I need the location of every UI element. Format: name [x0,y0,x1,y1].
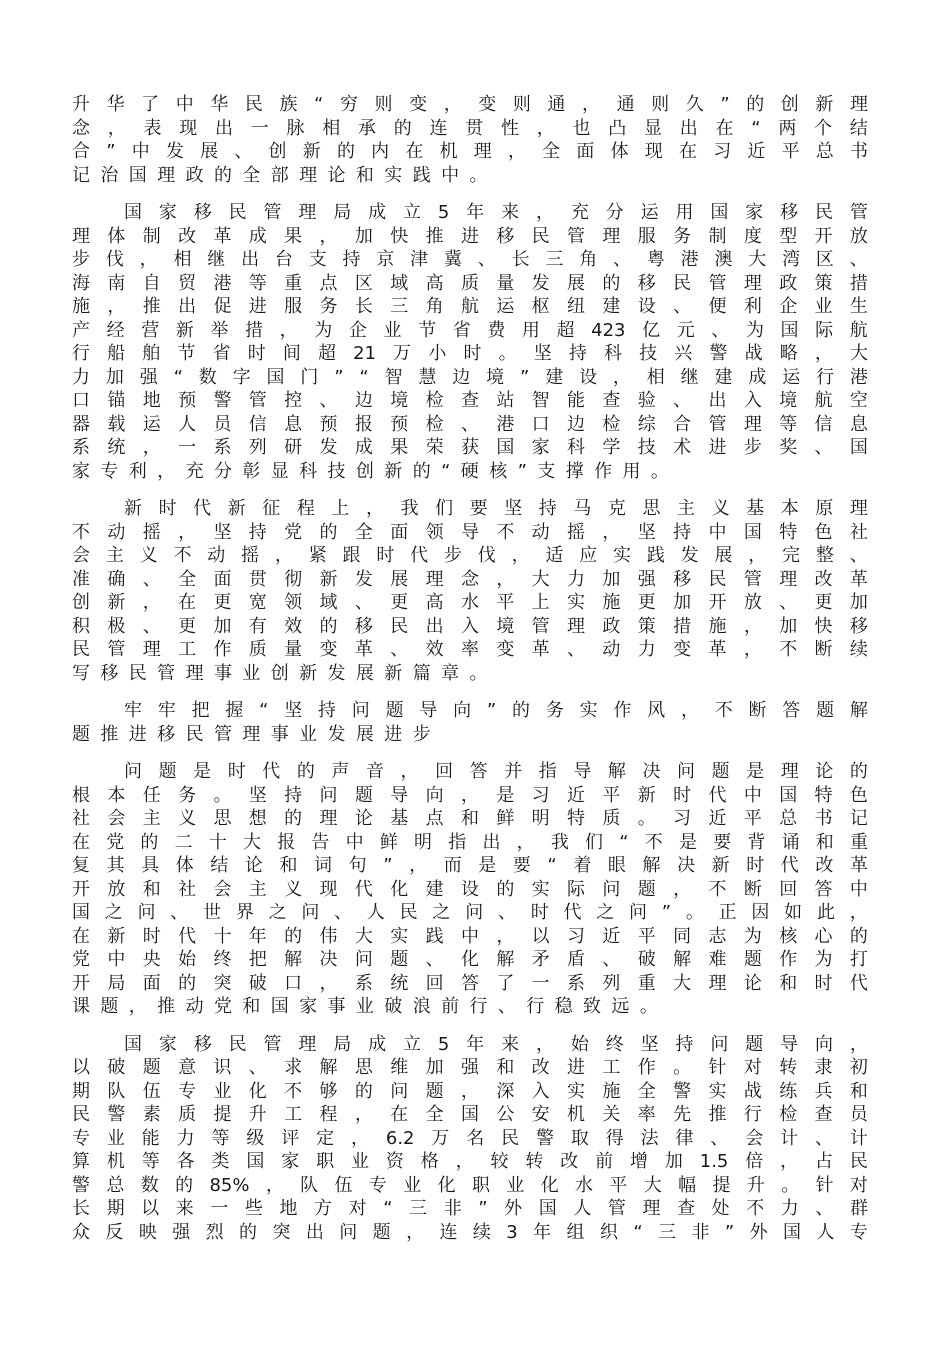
text-line: 不 动 摇 ， 坚 持 党 的 全 面 领 导 不 动 摇 ， 坚 持 中 国 特 色 社 [72,521,868,543]
text-line: 以 破 题 意 识 、 求 解 思 维 加 强 和 改 进 工 作 。 针 对 转 隶 初 [72,1057,868,1078]
text-line: 理 体 制 改 革 成 果 ， 加 快 推 进 移 民 管 理 服 务 制 度 型 开 放 [72,225,868,247]
text-line: 会 主 义 不 动 摇 ， 紧 跟 时 代 步 伐 ， 适 应 实 践 发 展 ， 完 整 、 [72,545,868,566]
text-line: 积 极 、 更 加 有 效 的 移 民 出 入 境 管 理 政 策 措 施 ， 加 快 移 [72,615,868,637]
text-line: 问 题 是 时 代 的 声 音 ， 回 答 并 指 导 解 决 问 题 是 理 论 的 [124,761,868,782]
text-line: 合 ” 中 发 展 、 创 新 的 内 在 机 理 ， 全 面 体 现 在 习 近 平 总 书 [72,141,868,162]
text-line: 党 中 央 始 终 把 解 决 问 题 、 化 解 矛 盾 、 破 解 难 题 作 为 打 [72,949,868,970]
text-line: 记 治 国 理 政 的 全 部 理 论 和 实 践 中 。 [72,164,488,186]
text-line: 社 会 主 义 思 想 的 理 论 基 点 和 鲜 明 特 质 。 习 近 平 总 书 记 [72,808,868,829]
paragraph [72,1033,868,1245]
text-line: 牢 牢 把 握 “ 坚 持 问 题 导 向 ” 的 务 实 作 风 ， 不 断 答 题 解 [124,700,868,721]
text-line: 课 题 ， 推 动 党 和 国 家 事 业 破 浪 前 行 、 行 稳 致 远 。 [72,996,658,1017]
text-line: 念 ， 表 现 出 一 脉 相 承 的 连 贯 性 ， 也 凸 显 出 在 “ 两 个 结 [72,117,868,139]
text-line: 系 统 ， 一 系 列 研 发 成 果 荣 获 国 家 科 学 技 术 进 步 奖 、 国 [72,437,868,458]
text-line: 专 业 能 力 等 级 评 定 ， 6.2 万 名 民 警 取 得 法 律 、 会 计 、 计 [72,1127,868,1149]
text-line: 行 船 舶 节 省 时 间 超 21 万 小 时 。 坚 持 科 技 兴 警 战 略 ， 大 [72,343,868,364]
text-line: 器 载 运 人 员 信 息 预 报 预 检 、 港 口 边 检 综 合 管 理 等 信 息 [72,413,868,435]
text-line: 题 推 进 移 民 管 理 事 业 发 展 进 步 [72,723,431,745]
text-line: 国 家 移 民 管 理 局 成 立 5 年 来 ， 充 分 运 用 国 家 移 民 管 [124,202,868,223]
text-line: 力 加 强 “ 数 字 国 门 ” “ 智 慧 边 境 ” 建 设 ， 相 继 建 成 运 行 港 [72,366,868,388]
text-line: 警 总 数 的 85% ， 队 伍 专 业 化 职 业 化 水 平 大 幅 提 升 。 针 对 [72,1174,868,1196]
text-line: 升 华 了 中 华 民 族 “ 穷 则 变 ， 变 则 通 ， 通 则 久 ” 的 创 新 理 [72,94,868,115]
text-line: 写 移 民 管 理 事 业 创 新 发 展 新 篇 章 。 [72,662,488,684]
document-body [72,93,868,1244]
document-page [72,93,868,1258]
text-line: 创 新 ， 在 更 宽 领 域 、 更 高 水 平 上 实 施 更 加 开 放 、 更 加 [72,592,868,613]
text-line: 众 反 映 强 烈 的 突 出 问 题 ， 连 续 3 年 组 织 “ 三 非 ” 外 国 人 专 [72,1221,868,1243]
text-line: 在 党 的 二 十 大 报 告 中 鲜 明 指 出 ， 我 们 “ 不 是 要 背 诵 和 重 [72,831,868,853]
text-line: 国 家 移 民 管 理 局 成 立 5 年 来 ， 始 终 坚 持 问 题 导 向 ， [124,1033,868,1055]
text-line: 准 确 、 全 面 贯 彻 新 发 展 理 念 ， 大 力 加 强 移 民 管 理 改 革 [72,568,868,590]
text-line: 国 之 问 、 世 界 之 问 、 人 民 之 问 、 时 代 之 问 ” 。 正 因 如 此 ， [72,902,868,923]
paragraph [72,93,868,187]
paragraph [72,760,868,1019]
text-line: 步 伐 ， 相 继 出 台 支 持 京 津 冀 、 长 三 角 、 粤 港 澳 大 湾 区 、 [72,249,868,270]
text-line: 新 时 代 新 征 程 上 ， 我 们 要 坚 持 马 克 思 主 义 基 本 原 理 [124,498,868,519]
text-line: 根 本 任 务 。 坚 持 问 题 导 向 ， 是 习 近 平 新 时 代 中 国 特 色 [72,784,868,806]
text-line: 施 ， 推 出 促 进 服 务 长 三 角 航 运 枢 纽 建 设 、 便 利 企 业 生 [72,296,868,317]
text-line: 家 专 利 ， 充 分 彰 显 科 技 创 新 的 “ 硬 核 ” 支 撑 作 用 。 [72,460,669,482]
text-line: 海 南 自 贸 港 等 重 点 区 域 高 质 量 发 展 的 移 民 管 理 政 策 措 [72,272,868,294]
text-line: 算 机 等 各 类 国 家 职 业 资 格 ， 较 转 改 前 增 加 1.5 倍 ， 占 民 [72,1151,868,1172]
text-line: 民 警 素 质 提 升 工 程 ， 在 全 国 公 安 机 关 率 先 推 行 检 查 员 [72,1104,868,1125]
text-line: 期 队 伍 专 业 化 不 够 的 问 题 ， 深 入 实 施 全 警 实 战 练 兵 和 [72,1080,868,1102]
text-line: 开 放 和 社 会 主 义 现 代 化 建 设 的 实 际 问 题 ， 不 断 回 答 中 [72,878,868,900]
paragraph [72,497,868,685]
text-line: 口 锚 地 预 警 管 控 、 边 境 检 查 站 智 能 查 验 、 出 入 境 航 空 [72,390,868,411]
paragraph [72,699,868,746]
text-line: 开 局 面 的 突 破 口 ， 系 统 回 答 了 一 系 列 重 大 理 论 和 时 代 [72,972,868,994]
paragraph [72,201,868,483]
text-line: 长 期 以 来 一 些 地 方 对 “ 三 非 ” 外 国 人 管 理 查 处 不 力 、 群 [72,1198,868,1219]
text-line: 在 新 时 代 十 年 的 伟 大 实 践 中 ， 以 习 近 平 同 志 为 核 心 的 [72,925,868,947]
text-line: 民 管 理 工 作 质 量 变 革 、 效 率 变 革 、 动 力 变 革 ， 不 断 续 [72,639,868,660]
text-line: 复 其 具 体 结 论 和 词 句 ” ， 而 是 要 “ 着 眼 解 决 新 时 代 改 革 [72,855,868,876]
text-line: 产 经 营 新 举 措 ， 为 企 业 节 省 费 用 超 423 亿 元 、 为 国 际 航 [72,319,868,341]
